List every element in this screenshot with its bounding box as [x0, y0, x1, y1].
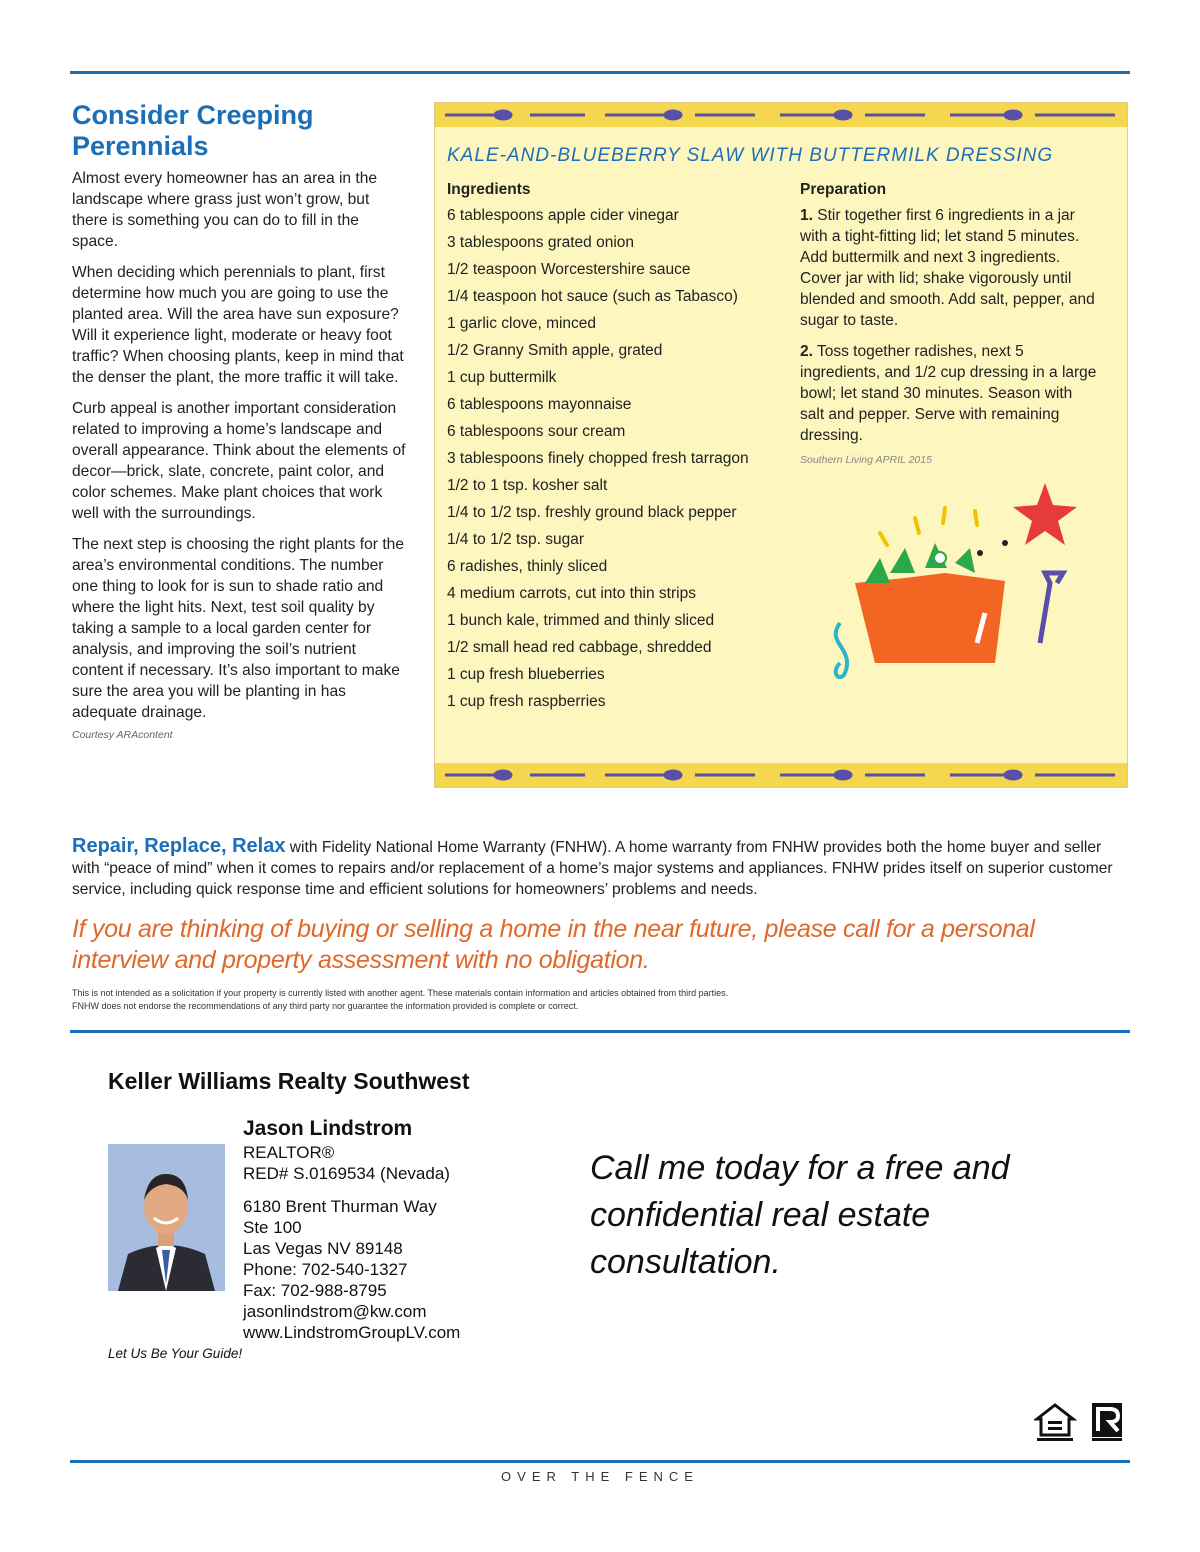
step-text: Stir together first 6 ingredients in a jar with a tight-fitting lid; let stand 5 minutes. Add buttermilk and next 3 ingredients. Cover jar with lid; shake vigorously until blended and smooth. Add salt, pepper, and sugar to taste.	[800, 207, 1095, 329]
list-item: 1 garlic clove, minced	[447, 315, 597, 332]
article-title: Consider Creeping Perennials	[72, 100, 314, 161]
agent-title: REALTOR®	[243, 1143, 335, 1162]
ingredients-section	[447, 181, 787, 718]
step-text: Toss together radishes, next 5 ingredients, and 1/2 cup dressing in a large bowl; let stand 30 minutes. Season with salt and pepper. Serve with remaining dressing.	[800, 343, 1097, 444]
disclaimer-line: FNHW does not endorse the recommendations of any third party nor guarantee the information provided is complete or correct.	[72, 1001, 579, 1011]
agent-photo	[108, 1144, 225, 1291]
list-item: 3 tablespoons grated onion	[447, 234, 635, 251]
list-item: 1/4 to 1/2 tsp. sugar	[447, 531, 585, 548]
divider-rule	[70, 1030, 1130, 1033]
utensil-border-bottom	[435, 763, 1127, 787]
list-item: 1/4 to 1/2 tsp. freshly ground black pepper	[447, 504, 737, 521]
call-to-action: If you are thinking of buying or selling a home in the near future, please call for a personal interview and property assessment with no obligation.	[72, 915, 1035, 974]
utensil-border-top	[435, 103, 1127, 127]
list-item: 1 cup fresh raspberries	[447, 693, 606, 710]
list-item: 1/4 teaspoon hot sauce (such as Tabasco)	[447, 288, 738, 305]
recipe-title: KALE-AND-BLUEBERRY SLAW WITH BUTTERMILK DRESSING	[447, 145, 1054, 166]
list-item: 4 medium carrots, cut into thin strips	[447, 585, 696, 602]
agent-name: Jason Lindstrom	[243, 1117, 413, 1140]
ingredients-list	[447, 205, 787, 712]
company-name: Keller Williams Realty Southwest	[108, 1068, 470, 1094]
agent-contact	[243, 1116, 460, 1343]
utensil-pattern-icon	[435, 763, 1127, 787]
preparation-heading: Preparation	[800, 181, 887, 198]
agent-tagline: Let Us Be Your Guide!	[108, 1346, 243, 1361]
list-item: 3 tablespoons finely chopped fresh tarragon	[447, 450, 749, 467]
list-item: 1 bunch kale, trimmed and thinly sliced	[447, 612, 715, 629]
agent-fax: Fax: 702-988-8795	[243, 1281, 387, 1300]
call-me-callout: Call me today for a free and confidential real estate consultation.	[590, 1149, 1010, 1281]
article-credit: Courtesy ARAcontent	[72, 729, 173, 741]
disclaimer	[72, 987, 1132, 1013]
list-item: 6 tablespoons sour cream	[447, 423, 626, 440]
article-paragraph: When deciding which perennials to plant, first determine how much you are going to use the planted area. Will the area have sun exposure? Will it experience light, moderate or heavy foot traffic? When choosing plants, keep in mind that the denser the plant, the more traffic it will take.	[72, 264, 404, 386]
list-item: 1 cup buttermilk	[447, 369, 557, 386]
agent-license: RED# S.0169534 (Nevada)	[243, 1164, 450, 1183]
article	[72, 100, 407, 741]
agent-portrait-icon	[108, 1144, 225, 1291]
recipe-box	[434, 102, 1128, 788]
fnhw-lead: Repair, Replace, Relax	[72, 835, 286, 857]
address-line: 6180 Brent Thurman Way	[243, 1197, 437, 1216]
step-number: 1.	[800, 207, 813, 224]
address-city: Las Vegas NV 89148	[243, 1239, 403, 1258]
agent-website[interactable]: www.LindstromGroupLV.com	[243, 1323, 461, 1342]
address-line: Ste 100	[243, 1218, 302, 1237]
agent-email[interactable]: jasonlindstrom@kw.com	[243, 1302, 427, 1321]
fnhw-text: with Fidelity National Home Warranty (FNHW). A home warranty from FNHW provides both the home buyer and seller with “peace of mind” when it comes to repairs and/or replacement of a home’s major systems and appliances. FNHW prides itself on superior customer service, including quick response time and efficient solutions for homeowners’ problems and needs.	[72, 839, 1113, 898]
list-item: 6 radishes, thinly sliced	[447, 558, 608, 575]
equal-housing-icon	[1034, 1401, 1130, 1445]
list-item: 1/2 Granny Smith apple, grated	[447, 342, 663, 359]
list-item: 1/2 teaspoon Worcestershire sauce	[447, 261, 691, 278]
footer-title: OVER THE FENCE	[501, 1469, 699, 1484]
list-item: 1/2 to 1 tsp. kosher salt	[447, 477, 608, 494]
list-item: 6 tablespoons mayonnaise	[447, 396, 632, 413]
prep-step	[800, 341, 1100, 446]
ingredients-heading: Ingredients	[447, 181, 531, 198]
step-number: 2.	[800, 343, 813, 360]
compliance-logos	[1034, 1401, 1130, 1450]
recipe-source: Southern Living APRIL 2015	[800, 454, 932, 466]
article-paragraph: Almost every homeowner has an area in the landscape where grass just won’t grow, but there is something you can do to fill in the space.	[72, 170, 378, 250]
prep-step	[800, 205, 1100, 331]
disclaimer-line: This is not intended as a solicitation if your property is currently listed with another agent. These materials contain information and articles obtained from third parties.	[72, 988, 729, 998]
article-paragraph: The next step is choosing the right plants for the area’s environmental conditions. The number one thing to look for is sun to shade ratio and where the light hits. Next, test soil quality by taking a sample to a local garden center for analysis, and improving the soil’s nutrient content if necessary. It’s also important to make sure the area you will be planting in has adequate drainage.	[72, 536, 404, 721]
list-item: 1/2 small head red cabbage, shredded	[447, 639, 712, 656]
top-rule	[70, 71, 1130, 74]
fnhw-paragraph	[72, 836, 1132, 900]
agent-phone[interactable]: Phone: 702-540-1327	[243, 1260, 408, 1279]
article-paragraph: Curb appeal is another important consideration related to improving a home’s landscape and overall appearance. Think about the elements of decor—brick, slate, concrete, paint color, and color schemes. Make plant choices that work well with the surroundings.	[72, 400, 406, 522]
salad-bowl-illustration-icon	[795, 473, 1115, 753]
bottom-rule	[70, 1460, 1130, 1463]
preparation-section	[800, 181, 1100, 466]
list-item: 1 cup fresh blueberries	[447, 666, 605, 683]
utensil-pattern-icon	[435, 103, 1127, 127]
list-item: 6 tablespoons apple cider vinegar	[447, 207, 679, 224]
